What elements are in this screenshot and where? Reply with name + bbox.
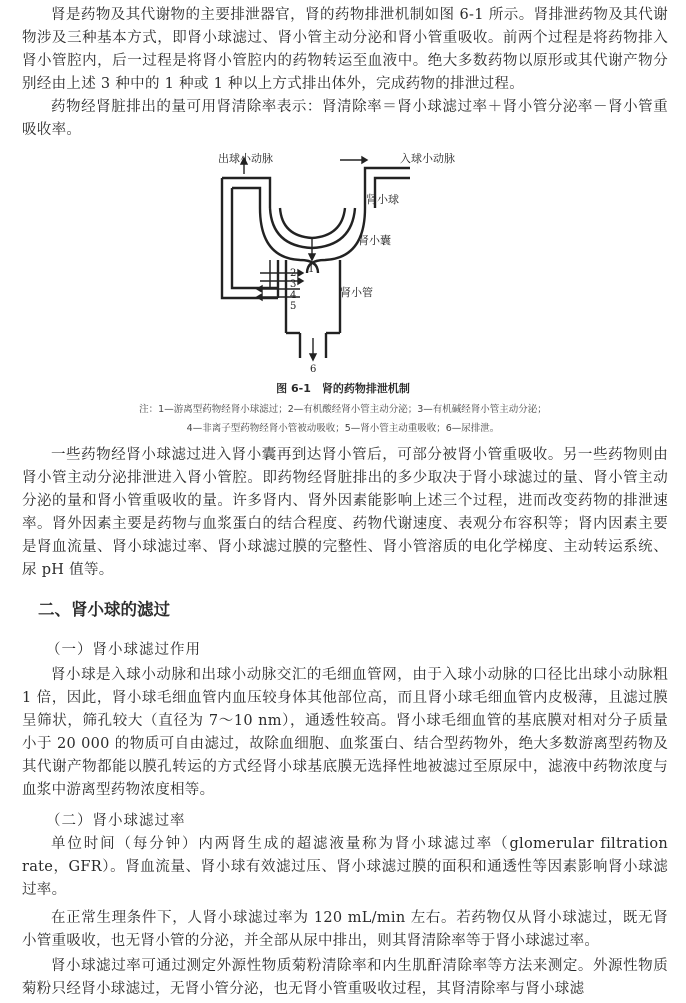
- kidney-excretion-diagram: [200, 148, 500, 374]
- subsection-heading-1: （一）肾小球滤过作用: [46, 642, 201, 658]
- figure-caption: 图 6-1 肾的药物排泄机制: [276, 382, 410, 395]
- label-glomerulus: 肾小球: [366, 193, 399, 206]
- marker-6: 6: [310, 364, 317, 374]
- paragraph-gfr-normal: 在正常生理条件下，人肾小球滤过率为 120 mL/min 左右。若药物仅从肾小球滤过，既无肾小管重吸收，也无肾小管的分泌，并全部从尿中排出，则其肾清除率等于肾小球滤过率。: [22, 910, 668, 949]
- subsection-heading-2: （二）肾小球滤过率: [46, 813, 186, 829]
- section-heading: 二、肾小球的滤过: [38, 600, 170, 619]
- marker-3: 3: [290, 279, 297, 290]
- paragraph-kidney-excretion-intro: 肾是药物及其代谢物的主要排泄器官，肾的药物排泄机制如图 6-1 所示。肾排泄药物及其代谢物涉及三种基本方式，即肾小球滤过、肾小管主动分泌和肾小管重吸收。前两个过程是将药物排入肾小管腔内，后一过程是将肾小管腔内的药物转运至血液中。绝大多数药物以原形或其代谢产物分别经由上述 3 种中的 1 种或 1 种以上方式排出体外，完成药物的排泄过程。: [22, 7, 668, 92]
- label-efferent-arteriole: 出球小动脉: [218, 152, 273, 165]
- figure-note-line-2: 4—非离子型药物经肾小管被动吸收；5—肾小管主动重吸收；6—尿排泄。: [186, 423, 500, 434]
- paragraph-glomerular-filtration: 肾小球是入球小动脉和出球小动脉交汇的毛细血管网，由于入球小动脉的口径比出球小动脉粗 1 倍，因此，肾小球毛细血管内血压较身体其他部位高，而且肾小球毛细血管内皮极薄，且滤过膜呈筛状，筛孔较大（直径为 7～10 nm），通透性较高。肾小球毛细血管的基底膜对相对分子质量小于 20 000 的物质可自由滤过，故除血细胞、血浆蛋白、结合型药物外，绝大多数游离型药物及其代谢产物都能以膜孔转运的方式经肾小球基底膜无选择性地被滤过至原尿中，滤液中药物浓度与血浆中游离型药物浓度相等。: [22, 667, 668, 798]
- paragraph-gfr-definition: 单位时间（每分钟）内两肾生成的超滤液量称为肾小球滤过率（glomerular filtration rate，GFR）。肾血流量、肾小球有效滤过压、肾小球滤过膜的面积和通透性等因素影响肾小球滤过率。: [22, 836, 668, 898]
- paragraph-gfr-measurement: 肾小球滤过率可通过测定外源性物质菊粉清除率和内生肌酐清除率等方法来测定。外源性物质菊粉只经肾小球滤过，无肾小管分泌，也无肾小管重吸收过程，其肾清除率与肾小球滤: [22, 958, 668, 997]
- marker-5: 5: [290, 301, 297, 312]
- marker-4: 4: [290, 290, 297, 301]
- marker-2: 2: [290, 268, 297, 279]
- paragraph-renal-factors: 一些药物经肾小球滤过进入肾小囊再到达肾小管后，可部分被肾小管重吸收。另一些药物则由肾小管主动分泌排泄进入肾小管腔。即药物经肾脏排出的多少取决于肾小球滤过的量、肾小管主动分泌的量和肾小管重吸收的量。许多肾内、肾外因素能影响上述三个过程，进而改变药物的排泄速率。肾外因素主要是药物与血浆蛋白的结合程度、药物代谢速度、表观分布容积等；肾内因素主要是肾血流量、肾小球滤过率、肾小球滤过膜的完整性、肾小管溶质的电化学梯度、主动转运系统、尿 pH 值等。: [22, 447, 668, 578]
- label-afferent-arteriole: 入球小动脉: [400, 152, 455, 165]
- label-renal-tubule: 肾小管: [340, 286, 373, 299]
- paragraph-renal-clearance-formula: 药物经肾脏排出的量可用肾清除率表示：肾清除率＝肾小球滤过率＋肾小管分泌率－肾小管重吸收率。: [22, 99, 668, 138]
- label-bowman-capsule: 肾小囊: [358, 234, 391, 247]
- marker-1: 1: [308, 264, 315, 275]
- figure-note-line-1: 注：1—游离型药物经肾小球滤过；2—有机酸经肾小管主动分泌；3—有机碱经肾小管主动分泌；: [139, 404, 547, 415]
